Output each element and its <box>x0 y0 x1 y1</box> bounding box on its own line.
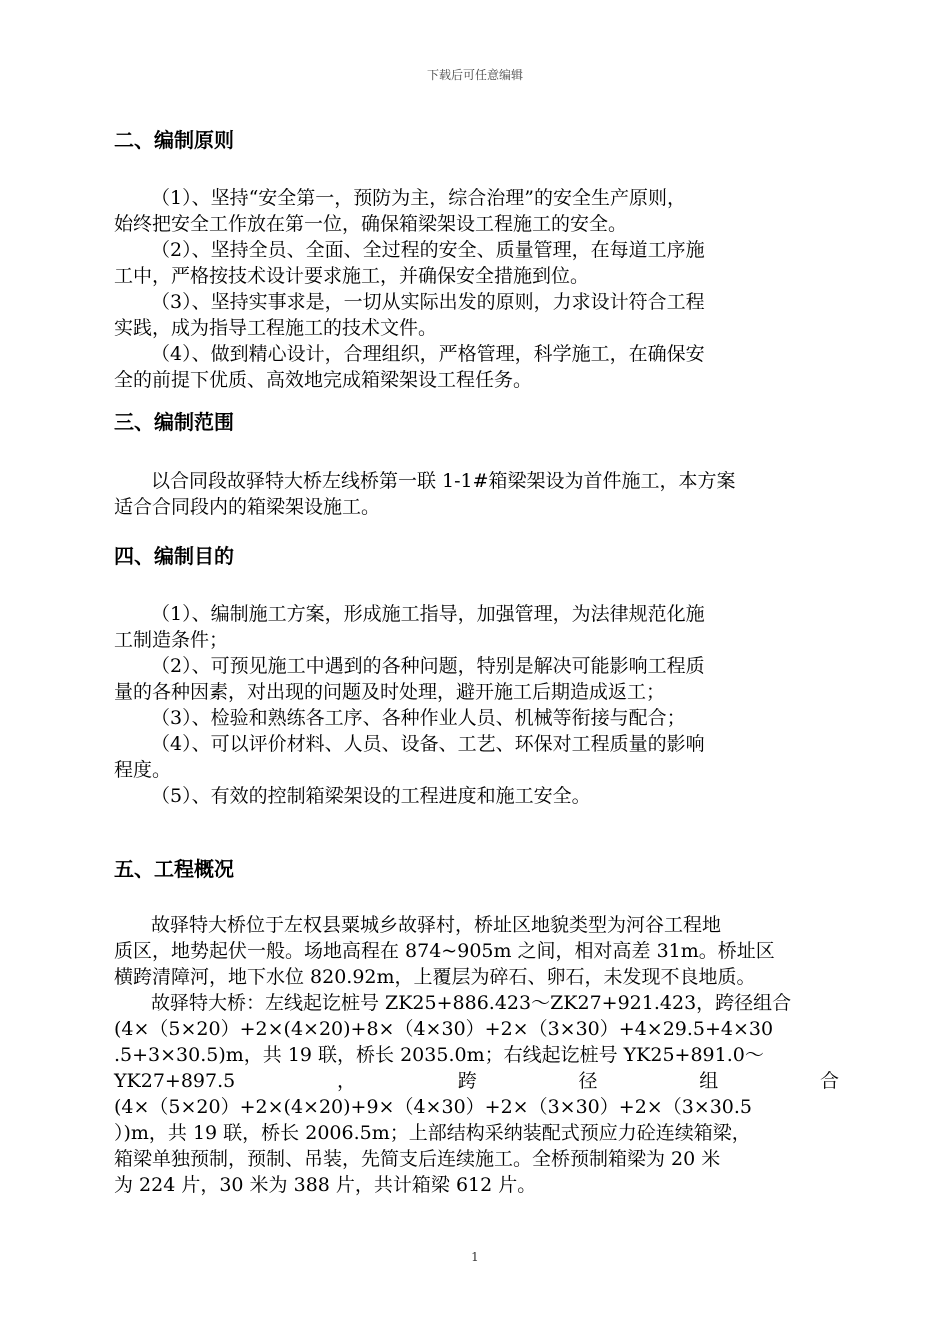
text-line: ）)m，共 19 联，桥长 2006.5m；上部结构采纳装配式预应力砼连续箱梁， <box>114 1122 751 1144</box>
text-line: （2）、可预见施工中遇到的各种问题，特别是解决可能影响工程质 <box>151 655 705 677</box>
text-line: 量的各种因素，对出现的问题及时处理，避开施工后期造成返工； <box>114 681 666 703</box>
page-header: 下载后可任意编辑 <box>426 68 523 82</box>
text-segment: 组 <box>699 1070 719 1092</box>
heading-principles: 二、编制原则 <box>114 128 234 152</box>
text-line: 全的前提下优质、高效地完成箱梁架设工程任务。 <box>114 369 533 391</box>
text-line: 以合同段故驿特大桥左线桥第一联 1-1#箱梁架设为首件施工，本方案 <box>151 470 736 492</box>
text-line: （4）、可以评价材料、人员、设备、工艺、环保对工程质量的影响 <box>151 733 705 755</box>
text-line: .5+3×30.5)m，共 19 联，桥长 2035.0m；右线起讫桩号 YK25+891.0～ <box>114 1044 764 1066</box>
text-segment: 径 <box>578 1070 598 1092</box>
text-line: 适合合同段内的箱梁架设施工。 <box>114 496 381 518</box>
text-line: 箱梁单独预制，预制、吊装，先简支后连续施工。全桥预制箱梁为 20 米 <box>114 1148 721 1170</box>
section-purpose-body <box>114 601 839 809</box>
page-number: 1 <box>471 1250 479 1264</box>
text-line: （4）、做到精心设计，合理组织，严格管理，科学施工，在确保安 <box>151 343 705 365</box>
text-line: （3）、检验和熟练各工序、各种作业人员、机械等衔接与配合； <box>151 707 686 729</box>
text-line: 故驿特大桥位于左权县粟城乡故驿村，桥址区地貌类型为河谷工程地 <box>151 914 722 936</box>
text-line: 工中，严格按技术设计要求施工，并确保安全措施到位。 <box>114 265 590 287</box>
heading-scope: 三、编制范围 <box>114 410 234 434</box>
text-line: 实践，成为指导工程施工的技术文件。 <box>114 317 438 339</box>
text-line: 横跨清障河，地下水位 820.92m，上覆层为碎石、卵石，未发现不良地质。 <box>114 966 756 988</box>
heading-overview: 五、工程概况 <box>114 857 234 881</box>
heading-purpose: 四、编制目的 <box>114 544 234 568</box>
text-line: （3）、坚持实事求是，一切从实际出发的原则，力求设计符合工程 <box>151 291 705 313</box>
justified-text-line <box>114 1068 839 1094</box>
section-overview-body <box>114 912 839 1198</box>
text-line: (4×（5×20）+2×(4×20)+8×（4×30）+2×（3×30）+4×29.5+4×30 <box>114 1018 774 1040</box>
text-line: 程度。 <box>114 759 172 781</box>
text-segment: YK27+897.5 <box>114 1070 236 1092</box>
text-line: （1）、编制施工方案，形成施工指导，加强管理，为法律规范化施 <box>151 603 705 625</box>
text-line: （5）、有效的控制箱梁架设的工程进度和施工安全。 <box>151 785 591 807</box>
text-line: 故驿特大桥：左线起讫桩号 ZK25+886.423～ZK27+921.423，跨径组合 <box>151 992 792 1014</box>
text-segment: ， <box>336 1070 356 1092</box>
text-line: 工制造条件； <box>114 629 229 651</box>
text-line: 质区，地势起伏一般。场地高程在 874~905m 之间，相对高差 31m。桥址区 <box>114 940 775 962</box>
text-segment: 合 <box>819 1070 839 1092</box>
text-segment: 跨 <box>457 1070 477 1092</box>
text-line: （2）、坚持全员、全面、全过程的安全、质量管理，在每道工序施 <box>151 239 705 261</box>
text-line: 为 224 片，30 米为 388 片，共计箱梁 612 片。 <box>114 1174 537 1196</box>
text-line: (4×（5×20）+2×(4×20)+9×（4×30）+2×（3×30）+2×（3×30.5 <box>114 1096 753 1118</box>
text-line: （1）、坚持“安全第一，预防为主，综合治理”的安全生产原则， <box>151 187 687 209</box>
section-scope-body <box>114 468 839 520</box>
text-line: 始终把安全工作放在第一位，确保箱梁架设工程施工的安全。 <box>114 213 628 235</box>
section-principles-body <box>114 185 839 393</box>
